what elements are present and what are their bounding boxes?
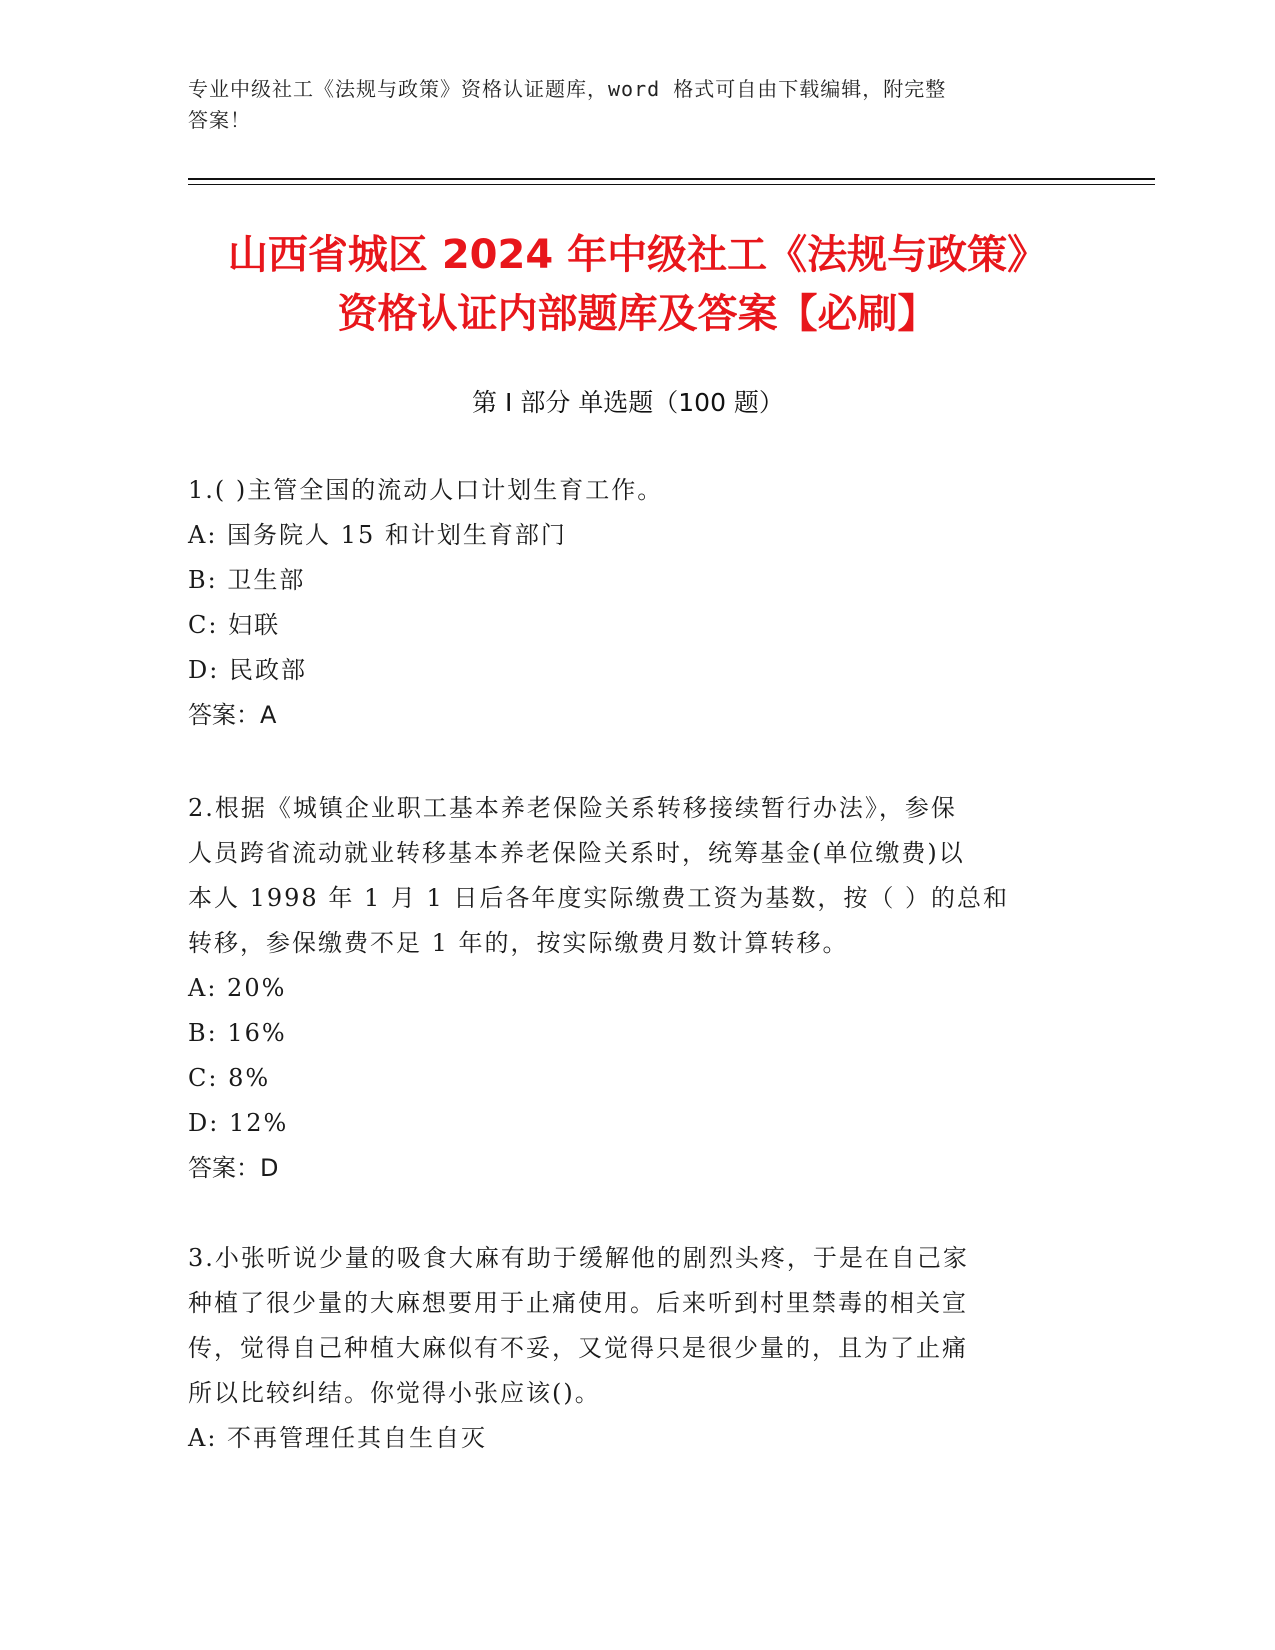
question-1-stem: 1.( )主管全国的流动人口计划生育工作。 (188, 476, 664, 504)
question-3-stem-line-1: 3.小张听说少量的吸食大麻有助于缓解他的剧烈头疼，于是在自己家 (188, 1244, 969, 1272)
question-1-option-d: D: 民政部 (188, 656, 307, 684)
question-3-option-a: A: 不再管理任其自生自灭 (188, 1424, 488, 1452)
question-1 (188, 468, 1068, 738)
question-3-stem-line-4: 所以比较纠结。你觉得小张应该()。 (188, 1379, 601, 1407)
question-2-stem-line-4: 转移，参保缴费不足 1 年的，按实际缴费月数计算转移。 (188, 929, 849, 957)
question-2-option-c: C: 8% (188, 1064, 271, 1092)
header-note-line-2: 答案！ (188, 108, 251, 132)
question-2 (188, 786, 1068, 1191)
question-2-answer: 答案：D (188, 1154, 279, 1182)
question-3 (188, 1236, 1068, 1461)
header-rule-thin (188, 184, 1155, 185)
document-title-line-2: 资格认证内部题库及答案【必刷】 (337, 291, 938, 337)
question-1-option-a: A: 国务院人 15 和计划生育部门 (188, 521, 567, 549)
question-1-option-c: C: 妇联 (188, 611, 281, 639)
question-2-option-d: D: 12% (188, 1109, 289, 1137)
header-rule-thick (188, 178, 1155, 180)
question-3-stem-line-2: 种植了很少量的大麻想要用于止痛使用。后来听到村里禁毒的相关宣 (188, 1289, 968, 1317)
document-title (140, 226, 1135, 344)
header-note-line-1: 专业中级社工《法规与政策》资格认证题库，word 格式可自由下载编辑，附完整 (188, 77, 947, 101)
question-2-option-b: B: 16% (188, 1019, 287, 1047)
question-3-stem-line-3: 传，觉得自己种植大麻似有不妥，又觉得只是很少量的，且为了止痛 (188, 1334, 968, 1362)
question-2-option-a: A: 20% (188, 974, 287, 1002)
question-1-option-b: B: 卫生部 (188, 566, 306, 594)
document-title-line-1: 山西省城区 2024 年中级社工《法规与政策》 (227, 232, 1048, 278)
section-title: 第 I 部分 单选题（100 题） (472, 388, 784, 417)
question-2-stem-line-1: 2.根据《城镇企业职工基本养老保险关系转移接续暂行办法》，参保 (188, 794, 957, 822)
question-2-stem-line-3: 本人 1998 年 1 月 1 日后各年度实际缴费工资为基数，按（ ）的总和 (188, 884, 1010, 912)
header-note (188, 74, 1068, 136)
question-1-answer: 答案：A (188, 701, 277, 729)
question-2-stem-line-2: 人员跨省流动就业转移基本养老保险关系时，统筹基金(单位缴费)以 (188, 839, 965, 867)
